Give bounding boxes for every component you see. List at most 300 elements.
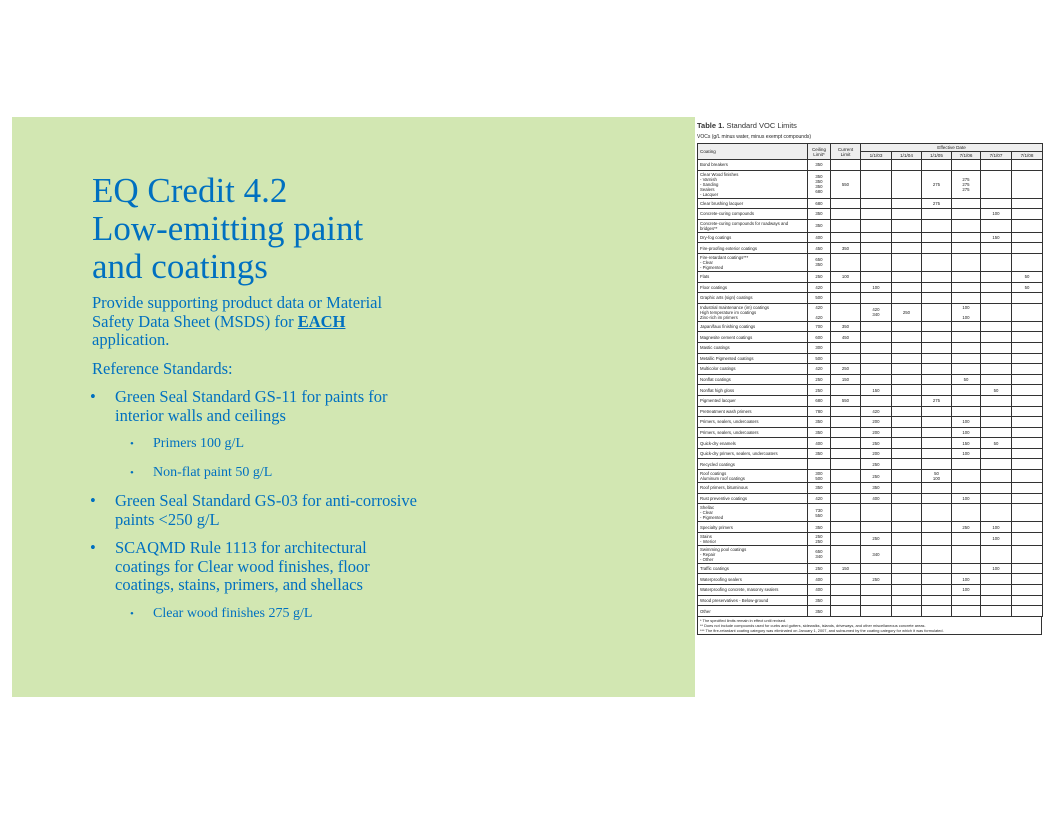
bullet-item bbox=[92, 492, 422, 529]
coating-cell: Recycled coatings bbox=[698, 459, 808, 470]
bullet-item bbox=[92, 539, 422, 595]
value-cell: 200 bbox=[861, 448, 892, 459]
value-cell: 780 bbox=[808, 406, 831, 417]
value-cell: 340 bbox=[861, 545, 892, 563]
value-cell bbox=[861, 595, 892, 606]
value-cell bbox=[922, 427, 952, 438]
bullet-list bbox=[92, 388, 422, 623]
value-cell bbox=[1012, 522, 1043, 533]
table-row bbox=[698, 385, 1043, 396]
value-cell bbox=[952, 243, 981, 254]
value-cell: 100 bbox=[981, 522, 1012, 533]
table-row bbox=[698, 522, 1043, 533]
value-cell: 50 bbox=[1012, 271, 1043, 282]
coating-cell: Fire-proofing exterior coatings bbox=[698, 243, 808, 254]
value-cell bbox=[922, 385, 952, 396]
value-cell bbox=[1012, 493, 1043, 504]
value-cell bbox=[831, 427, 861, 438]
value-cell bbox=[1012, 563, 1043, 574]
value-cell bbox=[892, 606, 922, 617]
value-cell bbox=[831, 253, 861, 271]
sub-bullet-item bbox=[92, 435, 422, 454]
table-row bbox=[698, 493, 1043, 504]
value-cell bbox=[1012, 219, 1043, 232]
table-row bbox=[698, 563, 1043, 574]
table-row bbox=[698, 545, 1043, 563]
coating-cell: Flats bbox=[698, 271, 808, 282]
value-cell bbox=[952, 232, 981, 243]
table-row bbox=[698, 395, 1043, 406]
value-cell bbox=[922, 574, 952, 585]
table-row bbox=[698, 209, 1043, 220]
coating-cell: Bond breakers bbox=[698, 160, 808, 171]
intro-before: Provide supporting product data or Material Safety Data Sheet (MSDS) for bbox=[92, 293, 383, 331]
value-cell: 275 bbox=[922, 198, 952, 209]
coating-cell: Stains - Interior bbox=[698, 532, 808, 545]
value-cell bbox=[892, 219, 922, 232]
value-cell bbox=[861, 293, 892, 304]
bullet-icon: • bbox=[130, 438, 134, 450]
value-cell: 150 bbox=[831, 374, 861, 385]
value-cell bbox=[922, 160, 952, 171]
value-cell: 500 bbox=[808, 293, 831, 304]
value-cell bbox=[831, 198, 861, 209]
table-row bbox=[698, 303, 1043, 321]
value-cell bbox=[981, 606, 1012, 617]
value-cell: 200 bbox=[861, 427, 892, 438]
value-cell bbox=[1012, 585, 1043, 596]
value-cell bbox=[922, 253, 952, 271]
value-cell bbox=[892, 243, 922, 254]
value-cell: 250 bbox=[808, 563, 831, 574]
sub-bullet-text: Clear wood finishes 275 g/L bbox=[153, 605, 313, 621]
value-cell bbox=[831, 303, 861, 321]
value-cell bbox=[952, 271, 981, 282]
value-cell bbox=[861, 504, 892, 522]
value-cell: 600 bbox=[808, 332, 831, 343]
value-cell bbox=[892, 321, 922, 332]
bullet-icon: • bbox=[130, 607, 134, 620]
value-cell: 400 bbox=[808, 574, 831, 585]
value-cell: 350 bbox=[808, 595, 831, 606]
value-cell: 350 bbox=[831, 243, 861, 254]
value-cell bbox=[1012, 438, 1043, 449]
value-cell bbox=[922, 459, 952, 470]
value-cell: 50 100 bbox=[922, 470, 952, 483]
bullet-text: SCAQMD Rule 1113 for architectural coatings for Clear wood finishes, floor coatings, stains, primers, and shellacs bbox=[115, 538, 370, 594]
table-row bbox=[698, 585, 1043, 596]
value-cell bbox=[892, 364, 922, 375]
table-row bbox=[698, 374, 1043, 385]
value-cell: 350 bbox=[831, 321, 861, 332]
value-cell: 350 bbox=[808, 448, 831, 459]
coating-cell: Multicolor coatings bbox=[698, 364, 808, 375]
coating-cell: Pigmented lacquer bbox=[698, 395, 808, 406]
value-cell bbox=[892, 545, 922, 563]
value-cell bbox=[892, 470, 922, 483]
table-row bbox=[698, 198, 1043, 209]
value-cell bbox=[1012, 459, 1043, 470]
value-cell: 680 bbox=[808, 198, 831, 209]
value-cell bbox=[861, 209, 892, 220]
value-cell: 550 bbox=[831, 395, 861, 406]
value-cell bbox=[981, 293, 1012, 304]
value-cell bbox=[831, 293, 861, 304]
value-cell: 100 bbox=[831, 271, 861, 282]
value-cell: 275 275 275 bbox=[952, 170, 981, 198]
table-row bbox=[698, 293, 1043, 304]
coating-cell: Wood preservatives - Below-ground bbox=[698, 595, 808, 606]
value-cell: 100 100 bbox=[952, 303, 981, 321]
value-cell bbox=[861, 353, 892, 364]
value-cell bbox=[981, 493, 1012, 504]
value-cell bbox=[892, 493, 922, 504]
title-line: and coatings bbox=[92, 247, 268, 286]
value-cell: 150 bbox=[861, 385, 892, 396]
value-cell bbox=[831, 282, 861, 293]
value-cell: 100 bbox=[981, 209, 1012, 220]
value-cell bbox=[981, 470, 1012, 483]
value-cell bbox=[892, 374, 922, 385]
value-cell bbox=[981, 219, 1012, 232]
table-row bbox=[698, 470, 1043, 483]
value-cell: 100 bbox=[952, 448, 981, 459]
value-cell bbox=[1012, 293, 1043, 304]
value-cell: 350 bbox=[808, 160, 831, 171]
header-date: 7/1/07 bbox=[981, 152, 1012, 160]
table-row bbox=[698, 448, 1043, 459]
value-cell bbox=[922, 563, 952, 574]
value-cell bbox=[1012, 427, 1043, 438]
header-date: 7/1/08 bbox=[1012, 152, 1043, 160]
value-cell bbox=[1012, 342, 1043, 353]
value-cell bbox=[981, 160, 1012, 171]
value-cell: 300 bbox=[808, 342, 831, 353]
value-cell: 680 bbox=[808, 395, 831, 406]
sub-bullet-text: Primers 100 g/L bbox=[153, 436, 244, 451]
value-cell bbox=[952, 219, 981, 232]
value-cell: 730 550 bbox=[808, 504, 831, 522]
value-cell bbox=[1012, 364, 1043, 375]
value-cell bbox=[861, 243, 892, 254]
table-row bbox=[698, 353, 1043, 364]
value-cell bbox=[981, 353, 1012, 364]
value-cell: 420 bbox=[861, 406, 892, 417]
value-cell bbox=[892, 170, 922, 198]
value-cell: 350 bbox=[808, 522, 831, 533]
value-cell bbox=[861, 253, 892, 271]
value-cell bbox=[922, 522, 952, 533]
value-cell: 650 350 bbox=[808, 253, 831, 271]
value-cell bbox=[922, 417, 952, 428]
value-cell: 420 340 bbox=[861, 303, 892, 321]
value-cell bbox=[981, 198, 1012, 209]
value-cell: 650 340 bbox=[808, 545, 831, 563]
bullet-icon: • bbox=[90, 387, 96, 406]
value-cell bbox=[981, 574, 1012, 585]
value-cell bbox=[1012, 406, 1043, 417]
value-cell bbox=[1012, 504, 1043, 522]
reference-label: Reference Standards: bbox=[92, 358, 233, 378]
value-cell bbox=[1012, 470, 1043, 483]
value-cell: 150 bbox=[831, 563, 861, 574]
value-cell bbox=[861, 198, 892, 209]
value-cell: 550 bbox=[831, 170, 861, 198]
value-cell bbox=[952, 483, 981, 494]
table-row bbox=[698, 170, 1043, 198]
value-cell bbox=[831, 342, 861, 353]
value-cell bbox=[922, 606, 952, 617]
value-cell: 350 bbox=[808, 483, 831, 494]
table-row bbox=[698, 219, 1043, 232]
value-cell: 250 bbox=[861, 470, 892, 483]
header-current-limit: Current Limit bbox=[831, 144, 861, 160]
value-cell bbox=[831, 232, 861, 243]
coating-cell: Waterproofing concrete, masonry sealers bbox=[698, 585, 808, 596]
sub-bullet-item bbox=[92, 605, 422, 624]
value-cell bbox=[1012, 209, 1043, 220]
value-cell bbox=[861, 232, 892, 243]
value-cell bbox=[831, 606, 861, 617]
value-cell bbox=[1012, 395, 1043, 406]
value-cell bbox=[952, 342, 981, 353]
value-cell: 700 bbox=[808, 321, 831, 332]
value-cell bbox=[952, 406, 981, 417]
value-cell bbox=[892, 232, 922, 243]
value-cell bbox=[831, 483, 861, 494]
coating-cell: Rust preventive coatings bbox=[698, 493, 808, 504]
coating-cell: Nonflat high gloss bbox=[698, 385, 808, 396]
value-cell bbox=[981, 342, 1012, 353]
value-cell: 400 bbox=[808, 232, 831, 243]
value-cell bbox=[922, 438, 952, 449]
value-cell bbox=[892, 253, 922, 271]
value-cell bbox=[808, 459, 831, 470]
value-cell bbox=[922, 353, 952, 364]
footnote: *** The fire-retardant coating category was eliminated on January 1, 2007, and subsumed by the coating category for which it was formulated. bbox=[700, 627, 944, 633]
value-cell bbox=[892, 198, 922, 209]
coating-cell: Primers, sealers, undercoaters bbox=[698, 417, 808, 428]
value-cell: 350 bbox=[808, 606, 831, 617]
value-cell bbox=[892, 427, 922, 438]
value-cell bbox=[952, 321, 981, 332]
bullet-icon: • bbox=[90, 538, 96, 557]
value-cell bbox=[981, 243, 1012, 254]
value-cell: 350 bbox=[808, 427, 831, 438]
table-row bbox=[698, 595, 1043, 606]
value-cell bbox=[892, 282, 922, 293]
value-cell bbox=[981, 427, 1012, 438]
header-ceiling-limit: Ceiling Limit* bbox=[808, 144, 831, 160]
value-cell bbox=[922, 282, 952, 293]
table-caption bbox=[695, 118, 1043, 132]
coating-cell: Magnesite cement coatings bbox=[698, 332, 808, 343]
value-cell bbox=[981, 303, 1012, 321]
value-cell bbox=[831, 417, 861, 428]
value-cell bbox=[1012, 385, 1043, 396]
value-cell bbox=[831, 448, 861, 459]
value-cell bbox=[892, 522, 922, 533]
value-cell bbox=[1012, 232, 1043, 243]
coating-cell: Graphic arts (sign) coatings bbox=[698, 293, 808, 304]
header-effective-date: Effective Date bbox=[861, 144, 1043, 152]
table-row bbox=[698, 160, 1043, 171]
value-cell bbox=[831, 438, 861, 449]
coating-cell: Swimming pool coatings - Repair - Other bbox=[698, 545, 808, 563]
value-cell bbox=[922, 332, 952, 343]
value-cell bbox=[1012, 448, 1043, 459]
value-cell: 250 bbox=[861, 438, 892, 449]
value-cell bbox=[1012, 374, 1043, 385]
value-cell: 250 bbox=[861, 459, 892, 470]
value-cell bbox=[861, 563, 892, 574]
value-cell: 400 bbox=[808, 438, 831, 449]
value-cell bbox=[981, 406, 1012, 417]
value-cell bbox=[831, 209, 861, 220]
intro-emphasis: EACH bbox=[297, 311, 346, 331]
value-cell bbox=[952, 532, 981, 545]
value-cell bbox=[922, 493, 952, 504]
value-cell: 250 bbox=[808, 271, 831, 282]
value-cell bbox=[922, 448, 952, 459]
value-cell bbox=[1012, 545, 1043, 563]
value-cell bbox=[861, 585, 892, 596]
coating-cell: Primers, sealers, undercoaters bbox=[698, 427, 808, 438]
value-cell bbox=[1012, 170, 1043, 198]
coating-cell: Concrete-curing compounds bbox=[698, 209, 808, 220]
value-cell bbox=[952, 353, 981, 364]
value-cell bbox=[981, 417, 1012, 428]
value-cell: 420 bbox=[808, 282, 831, 293]
value-cell: 250 bbox=[861, 574, 892, 585]
value-cell bbox=[1012, 574, 1043, 585]
sub-bullet-text: Non-flat paint 50 g/L bbox=[153, 464, 273, 480]
coating-cell: Fire-retardant coatings*** - Clear - Pigmented bbox=[698, 253, 808, 271]
value-cell bbox=[981, 545, 1012, 563]
value-cell bbox=[922, 271, 952, 282]
value-cell bbox=[922, 545, 952, 563]
value-cell: 350 bbox=[808, 219, 831, 232]
coating-cell: Waterproofing sealers bbox=[698, 574, 808, 585]
bullet-text: Green Seal Standard GS-11 for paints for interior walls and ceilings bbox=[115, 387, 388, 425]
value-cell bbox=[892, 293, 922, 304]
value-cell bbox=[981, 364, 1012, 375]
table-row bbox=[698, 532, 1043, 545]
value-cell bbox=[892, 438, 922, 449]
value-cell bbox=[831, 585, 861, 596]
value-cell bbox=[831, 470, 861, 483]
value-cell bbox=[922, 232, 952, 243]
value-cell bbox=[1012, 303, 1043, 321]
value-cell bbox=[981, 282, 1012, 293]
coating-cell: Other bbox=[698, 606, 808, 617]
value-cell bbox=[892, 417, 922, 428]
value-cell bbox=[952, 385, 981, 396]
value-cell: 350 bbox=[808, 209, 831, 220]
value-cell bbox=[892, 342, 922, 353]
value-cell bbox=[1012, 321, 1043, 332]
value-cell bbox=[952, 595, 981, 606]
header-date: 1/1/03 bbox=[861, 152, 892, 160]
value-cell bbox=[981, 332, 1012, 343]
table-row bbox=[698, 243, 1043, 254]
value-cell bbox=[952, 606, 981, 617]
value-cell: 450 bbox=[808, 243, 831, 254]
value-cell bbox=[952, 332, 981, 343]
value-cell bbox=[981, 374, 1012, 385]
value-cell bbox=[952, 470, 981, 483]
value-cell bbox=[861, 219, 892, 232]
value-cell bbox=[952, 282, 981, 293]
value-cell bbox=[922, 321, 952, 332]
value-cell: 100 bbox=[952, 427, 981, 438]
table-row bbox=[698, 342, 1043, 353]
coating-cell: Roof coatings Aluminum roof coatings bbox=[698, 470, 808, 483]
coating-cell: Concrete-curing compounds for roadways and bridges** bbox=[698, 219, 808, 232]
value-cell bbox=[922, 595, 952, 606]
value-cell bbox=[892, 574, 922, 585]
caption-text: Standard VOC Limits bbox=[724, 121, 797, 130]
value-cell: 100 bbox=[952, 417, 981, 428]
value-cell bbox=[981, 395, 1012, 406]
value-cell bbox=[892, 563, 922, 574]
table-row bbox=[698, 504, 1043, 522]
value-cell bbox=[922, 219, 952, 232]
value-cell: 400 bbox=[861, 493, 892, 504]
value-cell bbox=[922, 209, 952, 220]
voc-limits-table-image bbox=[695, 118, 1043, 702]
table-row bbox=[698, 271, 1043, 282]
value-cell bbox=[861, 364, 892, 375]
table-row bbox=[698, 364, 1043, 375]
value-cell: 250 bbox=[861, 532, 892, 545]
slide-body bbox=[92, 294, 422, 633]
value-cell bbox=[831, 493, 861, 504]
table-row bbox=[698, 406, 1043, 417]
voc-table bbox=[697, 143, 1043, 617]
value-cell: 350 bbox=[861, 483, 892, 494]
table-row bbox=[698, 606, 1043, 617]
coating-cell: Pretreatment wash primers bbox=[698, 406, 808, 417]
value-cell bbox=[861, 170, 892, 198]
coating-cell: Metallic Pigmented coatings bbox=[698, 353, 808, 364]
value-cell: 50 bbox=[981, 438, 1012, 449]
value-cell bbox=[952, 563, 981, 574]
value-cell bbox=[861, 522, 892, 533]
bullet-icon: • bbox=[130, 466, 134, 479]
value-cell bbox=[892, 483, 922, 494]
value-cell bbox=[981, 459, 1012, 470]
value-cell bbox=[922, 585, 952, 596]
value-cell bbox=[1012, 595, 1043, 606]
value-cell bbox=[892, 406, 922, 417]
coating-cell: Traffic coatings bbox=[698, 563, 808, 574]
value-cell bbox=[1012, 353, 1043, 364]
value-cell bbox=[922, 293, 952, 304]
value-cell: 250 bbox=[808, 385, 831, 396]
table-row bbox=[698, 253, 1043, 271]
value-cell bbox=[831, 385, 861, 396]
value-cell bbox=[952, 364, 981, 375]
value-cell bbox=[861, 395, 892, 406]
value-cell bbox=[952, 209, 981, 220]
table-row bbox=[698, 282, 1043, 293]
value-cell bbox=[892, 395, 922, 406]
coating-cell: Floor coatings bbox=[698, 282, 808, 293]
value-cell bbox=[981, 595, 1012, 606]
table-subtitle: VOCs (g/L minus water, minus exempt compounds) bbox=[697, 134, 812, 140]
value-cell: 300 500 bbox=[808, 470, 831, 483]
